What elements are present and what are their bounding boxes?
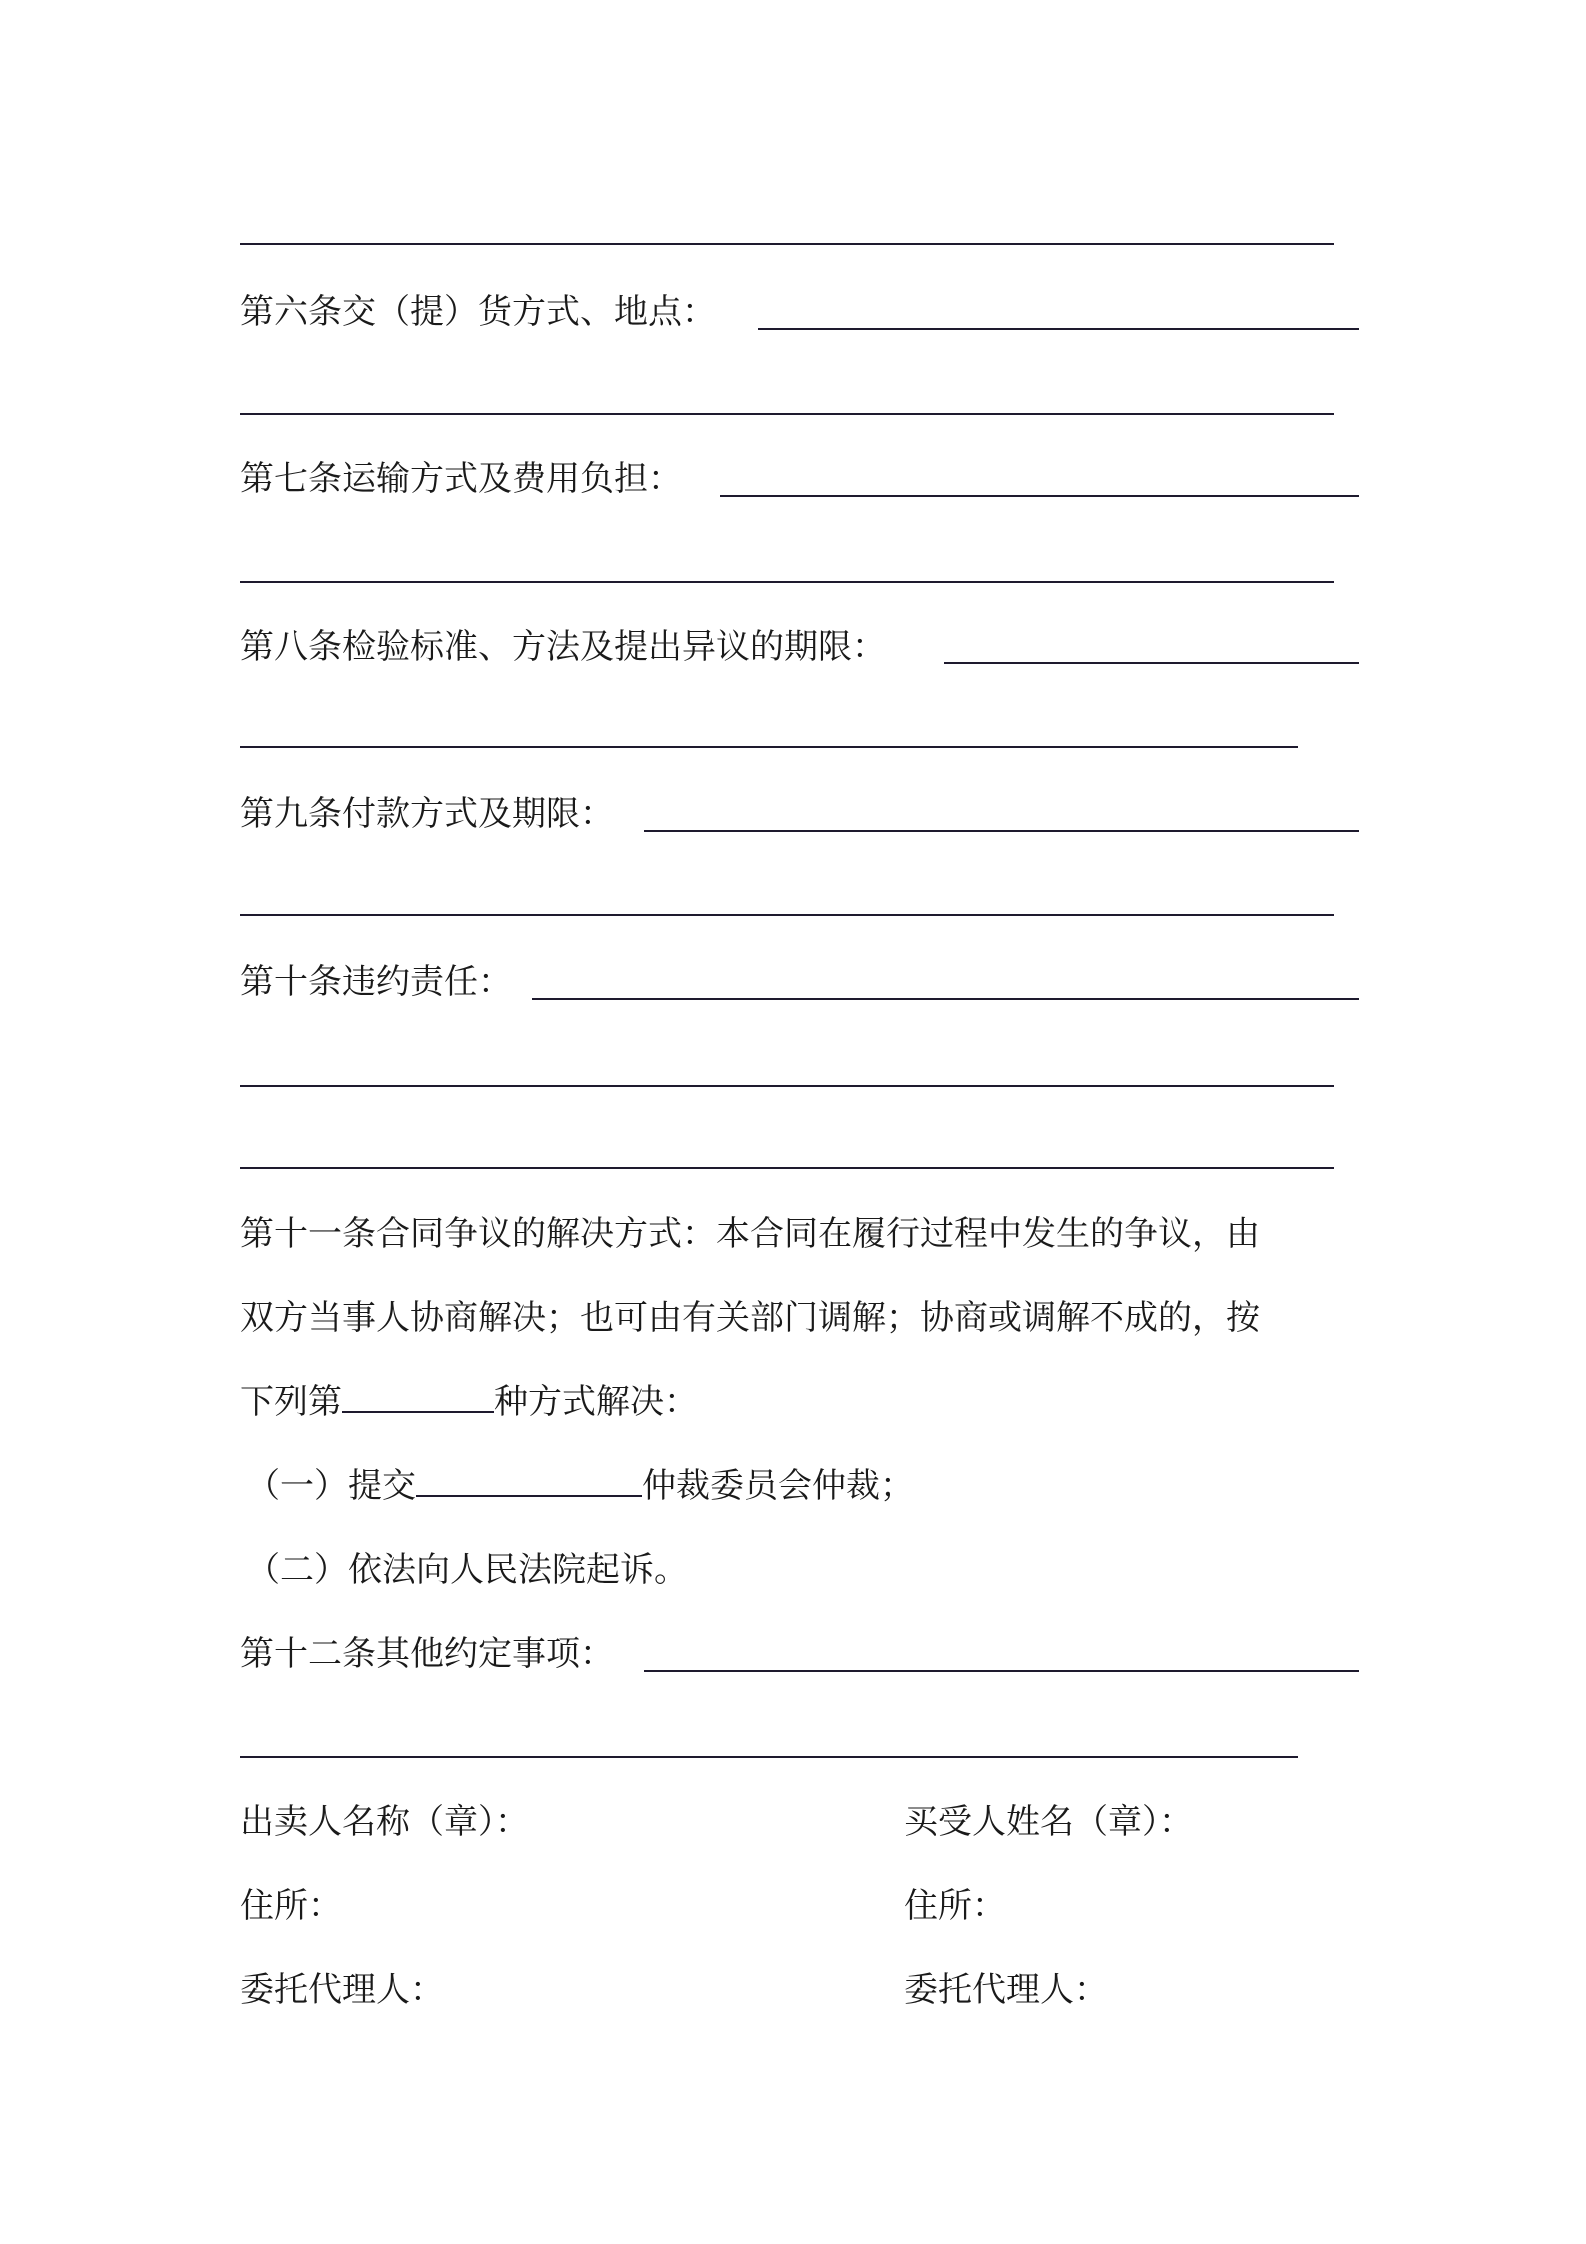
article-6-fill-line[interactable] <box>758 328 1359 330</box>
article-11-line-3-prefix: 下列第 <box>240 1382 342 1422</box>
seller-agent-label: 委托代理人： <box>240 1970 444 2010</box>
article-9-label: 第九条付款方式及期限： <box>240 794 614 834</box>
option-2: （二）依法向人民法院起诉。 <box>246 1550 688 1590</box>
article-7-label: 第七条运输方式及费用负担： <box>240 459 682 499</box>
article-11-line-1: 第十一条合同争议的解决方式：本合同在履行过程中发生的争议，由 <box>240 1214 1260 1254</box>
article-8-fill-line[interactable] <box>944 662 1359 664</box>
article-8-label: 第八条检验标准、方法及提出异议的期限： <box>240 627 886 667</box>
buyer-name-label: 买受人姓名（章）： <box>904 1802 1193 1842</box>
article-8-fill-line-2[interactable] <box>240 746 1298 748</box>
article-6-fill-line-2[interactable] <box>240 413 1334 415</box>
article-7-fill-line[interactable] <box>720 495 1359 497</box>
article-12-label: 第十二条其他约定事项： <box>240 1634 614 1674</box>
article-9-fill-line-2[interactable] <box>240 914 1334 916</box>
article-11-line-2: 双方当事人协商解决；也可由有关部门调解；协商或调解不成的，按 <box>240 1298 1260 1338</box>
arbitration-commission-blank[interactable] <box>416 1465 642 1497</box>
article-11-line-3 <box>240 1380 698 1424</box>
article-11-line-3-suffix: 种方式解决： <box>494 1382 698 1422</box>
buyer-address-label: 住所： <box>904 1886 1006 1926</box>
option-1 <box>246 1464 914 1508</box>
article-6-label: 第六条交（提）货方式、地点： <box>240 292 716 332</box>
buyer-agent-label: 委托代理人： <box>904 1970 1108 2010</box>
method-number-blank[interactable] <box>342 1381 494 1413</box>
article-10-fill-line[interactable] <box>532 998 1359 1000</box>
fill-line[interactable] <box>240 243 1334 245</box>
seller-address-label: 住所： <box>240 1886 342 1926</box>
article-10-label: 第十条违约责任： <box>240 962 512 1002</box>
article-10-fill-line-2[interactable] <box>240 1085 1334 1087</box>
article-10-fill-line-3[interactable] <box>240 1167 1334 1169</box>
option-1-suffix: 仲裁委员会仲裁； <box>642 1466 914 1506</box>
option-1-prefix: （一）提交 <box>246 1466 416 1506</box>
seller-name-label: 出卖人名称（章）： <box>240 1802 529 1842</box>
article-9-fill-line[interactable] <box>644 830 1359 832</box>
article-12-fill-line-2[interactable] <box>240 1756 1298 1758</box>
article-7-fill-line-2[interactable] <box>240 581 1334 583</box>
article-12-fill-line[interactable] <box>644 1670 1359 1672</box>
